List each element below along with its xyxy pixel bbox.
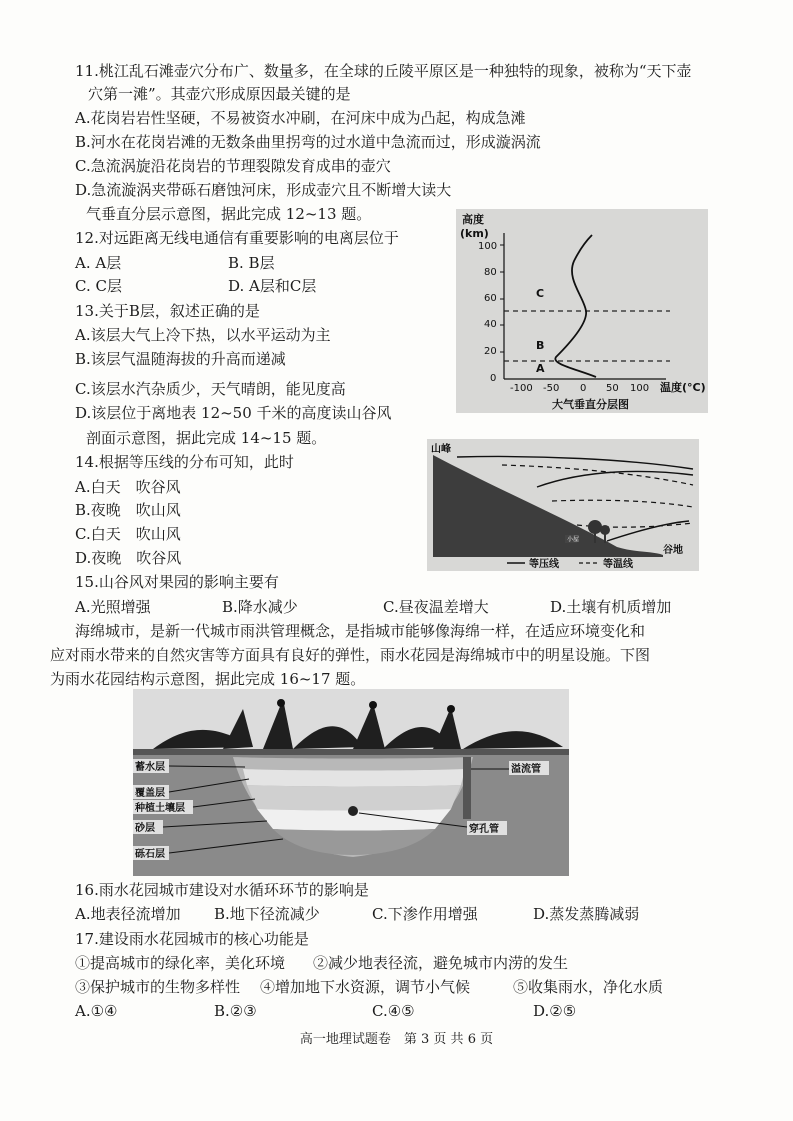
q17-statement-5: ⑤收集雨水，净化水质 — [513, 978, 664, 996]
label-perforated-pipe: 穿孔管 — [469, 824, 499, 835]
q17-option-d: D.②⑤ — [533, 1002, 577, 1020]
q17-statement-2: ②减少地表径流，避免城市内涝的发生 — [313, 954, 569, 972]
x-axis-label: 温度(°C) — [660, 381, 706, 394]
y-tick-label: 20 — [484, 346, 497, 357]
y-tick-label: 100 — [478, 241, 498, 252]
q14-option-d: D.夜晚 吹谷风 — [75, 549, 182, 567]
layer-label-a: A — [536, 362, 545, 375]
q17-statement-4: ④增加地下水资源，调节小气候 — [260, 978, 471, 996]
temperature-curve — [555, 235, 596, 377]
page-footer: 高一地理试题卷 第 3 页 共 6 页 — [299, 1032, 494, 1047]
x-tick-label: -100 — [510, 383, 533, 394]
q14-stem: 14.根据等压线的分布可知，此时 — [75, 453, 294, 471]
peak-label: 山峰 — [431, 444, 451, 455]
atmosphere-layer-figure — [456, 209, 708, 413]
layer-label-b: B — [536, 339, 545, 352]
q11-option-a: A.花岗岩岩性坚硬，不易被资水冲刷，在河床中成为凸起，构成急滩 — [75, 109, 526, 127]
intro-12-13: 气垂直分层示意图，据此完成 12~13 题。 — [86, 205, 372, 223]
q16-stem: 16.雨水花园城市建设对水循环环节的影响是 — [75, 881, 369, 899]
q17-option-b: B.②③ — [214, 1002, 257, 1020]
tree-icon — [588, 520, 602, 534]
q14-option-a: A.白天 吹谷风 — [75, 478, 181, 496]
q11-option-c: C.急流涡旋沿花岗岩的节理裂隙发育成串的壶穴 — [75, 157, 391, 175]
q13-stem: 13.关于B层，叙述正确的是 — [75, 302, 260, 320]
q15-stem: 15.山谷风对果园的影响主要有 — [75, 573, 279, 591]
x-tick-label: 100 — [630, 383, 650, 394]
isobar-line — [457, 457, 693, 470]
isobar-line — [537, 471, 693, 487]
intro-14-15: 剖面示意图，据此完成 14~15 题。 — [86, 429, 327, 447]
ground-surface — [133, 749, 569, 755]
perforated-pipe — [348, 806, 358, 816]
q13-option-c: C.该层水汽杂质少，天气晴朗，能见度高 — [75, 380, 346, 398]
hut-label: 小屋 — [567, 536, 580, 543]
legend-isotherm: 等温线 — [603, 559, 633, 570]
q17-option-c: C.④⑤ — [372, 1002, 415, 1020]
figure-caption: 大气垂直分层图 — [552, 398, 629, 411]
isotherm-line — [552, 500, 693, 507]
q15-option-d: D.土壤有机质增加 — [550, 598, 672, 616]
layer-label-c: C — [536, 287, 545, 300]
label-gravel: 砾石层 — [135, 849, 165, 860]
label-sand: 砂层 — [135, 823, 155, 834]
q11-option-b: B.河水在花岗岩滩的无数条曲里拐弯的过水道中急流而过，形成漩涡流 — [75, 133, 541, 151]
y-tick-label: 80 — [484, 267, 497, 278]
y-tick-label: 60 — [484, 293, 497, 304]
label-water-storage: 蓄水层 — [135, 762, 165, 773]
q15-option-c: C.昼夜温差增大 — [383, 598, 489, 616]
overflow-pipe — [463, 757, 471, 819]
x-tick-label: 50 — [606, 383, 619, 394]
y-axis-label: 高度 — [462, 213, 484, 226]
q12-stem: 12.对远距离无线电通信有重要影响的电离层位于 — [75, 229, 399, 247]
q14-option-c: C.白天 吹山风 — [75, 525, 181, 543]
q11-stem-cont: 穴第一滩”。其壶穴形成原因最关键的是 — [88, 85, 351, 103]
rain-garden-figure — [133, 689, 569, 876]
tree-icon — [600, 525, 610, 535]
q17-statement-3: ③保护城市的生物多样性 — [75, 978, 241, 996]
label-overflow-pipe: 溢流管 — [511, 764, 541, 775]
q12-option-c: C. C层 — [75, 277, 122, 295]
label-planting-soil: 种植土壤层 — [135, 803, 185, 814]
isotherm-line — [502, 465, 693, 485]
q11-option-d: D.急流漩涡夹带砾石磨蚀河床，形成壶穴且不断增大读大 — [75, 181, 452, 199]
q11-stem: 11.桃江乱石滩壶穴分布广、数量多，在全球的丘陵平原区是一种独特的现象，被称为“天下壶 — [75, 62, 692, 80]
y-axis-unit: (km) — [460, 227, 489, 240]
isobar-line — [607, 521, 689, 541]
plants — [153, 699, 563, 749]
q13-option-a: A.该层大气上冷下热，以水平运动为主 — [75, 326, 331, 344]
q13-option-b: B.该层气温随海拔的升高而递减 — [75, 350, 286, 368]
q16-option-d: D.蒸发蒸腾减弱 — [533, 905, 640, 923]
y-tick-label: 40 — [484, 319, 497, 330]
mountain-slope — [433, 455, 663, 557]
q14-option-b: B.夜晚 吹山风 — [75, 501, 181, 519]
q16-option-b: B.地下径流减少 — [214, 905, 320, 923]
x-tick-label: -50 — [543, 383, 560, 394]
legend-isobar: 等压线 — [529, 559, 559, 570]
q16-option-a: A.地表径流增加 — [75, 905, 181, 923]
q12-option-b: B. B层 — [228, 254, 275, 272]
valley-label: 谷地 — [663, 545, 683, 556]
cover-layer — [243, 769, 465, 787]
intro-16-17: 海绵城市，是新一代城市雨洪管理概念，是指城市能够像海绵一样，在适应环境变化和 — [75, 622, 646, 640]
intro-16-17-cont: 为雨水花园结构示意图，据此完成 16~17 题。 — [50, 670, 366, 688]
q17-statement-1: ①提高城市的绿化率，美化环境 — [75, 954, 286, 972]
mountain-valley-figure — [427, 439, 699, 571]
q17-option-a: A.①④ — [75, 1002, 118, 1020]
q17-stem: 17.建设雨水花园城市的核心功能是 — [75, 930, 309, 948]
q13-option-d: D.该层位于离地表 12~50 千米的高度读山谷风 — [75, 404, 392, 422]
q12-option-a: A. A层 — [75, 254, 122, 272]
y-tick-label: 0 — [490, 373, 497, 384]
q12-option-d: D. A层和C层 — [228, 277, 317, 295]
x-tick-label: 0 — [580, 383, 587, 394]
q16-option-c: C.下渗作用增强 — [372, 905, 478, 923]
intro-16-17-cont: 应对雨水带来的自然灾害等方面具有良好的弹性，雨水花园是海绵城市中的明星设施。下图 — [50, 646, 651, 664]
q15-option-b: B.降水减少 — [222, 598, 298, 616]
q15-option-a: A.光照增强 — [75, 598, 151, 616]
label-cover: 覆盖层 — [135, 788, 165, 799]
